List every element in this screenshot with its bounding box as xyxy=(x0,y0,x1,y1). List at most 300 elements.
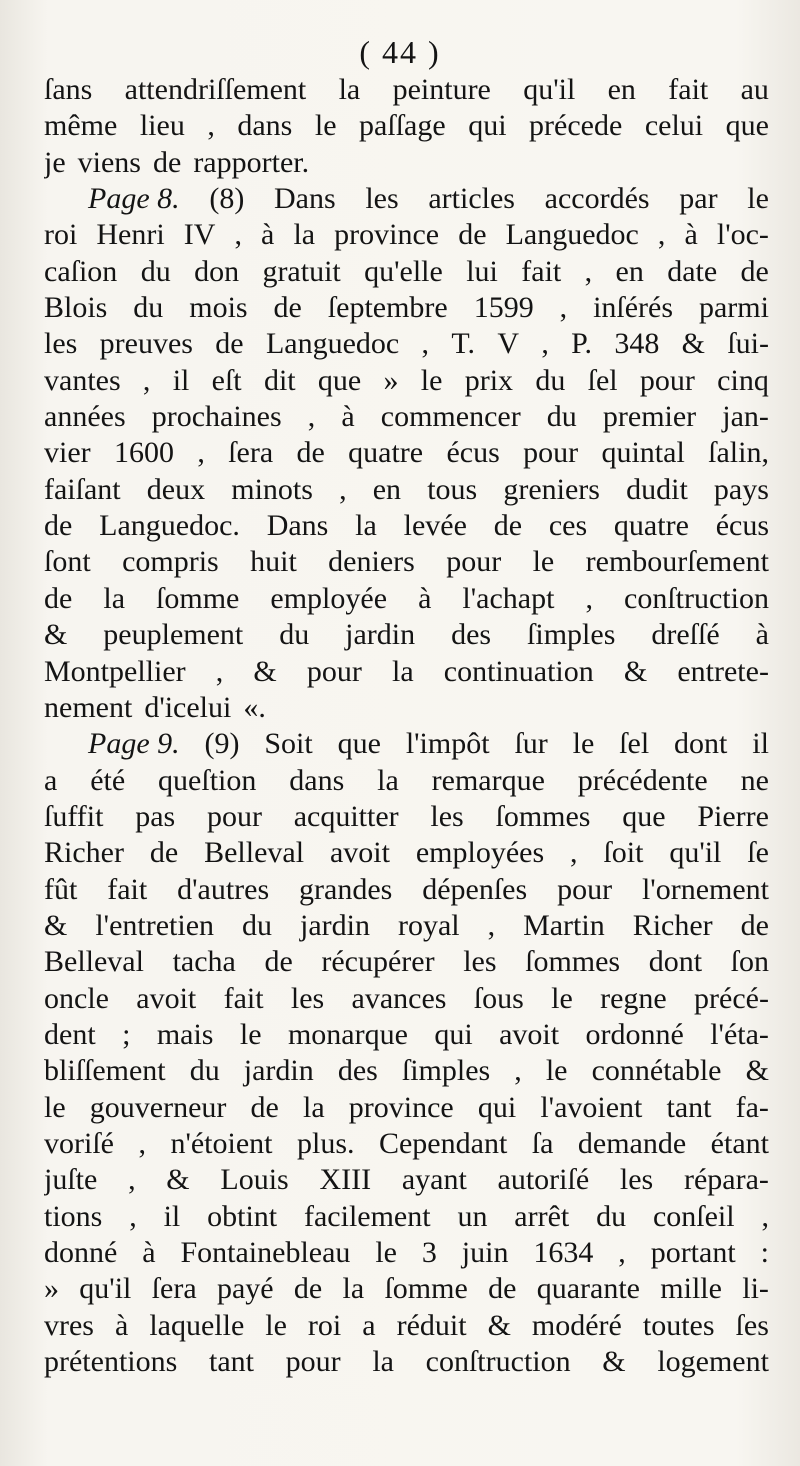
word: celui xyxy=(644,109,704,143)
word: «. xyxy=(243,690,266,724)
word: réduit xyxy=(396,1308,467,1342)
word: & xyxy=(487,1308,511,1342)
word: XIII xyxy=(319,1163,372,1197)
word: conſtruction xyxy=(425,1345,571,1379)
word: qui xyxy=(477,1090,517,1124)
text-line xyxy=(44,108,769,144)
word: de xyxy=(152,145,182,179)
word: conſeil xyxy=(652,1199,735,1233)
word: de xyxy=(149,836,179,870)
word: l'avoient xyxy=(540,1090,643,1124)
word: ſes xyxy=(735,1308,769,1342)
word: vantes xyxy=(44,363,121,397)
text-line xyxy=(44,1017,769,1053)
word: & xyxy=(623,654,648,688)
word: la xyxy=(293,218,316,252)
text-line xyxy=(44,617,769,653)
word: 348 xyxy=(614,327,660,361)
text-line xyxy=(44,1162,769,1198)
word: compris xyxy=(122,545,219,579)
word: au xyxy=(740,73,769,106)
word: articles xyxy=(428,182,515,216)
word: à xyxy=(142,1236,156,1269)
word: acquitter xyxy=(293,799,399,833)
word: connétable xyxy=(591,1054,722,1088)
word: pas xyxy=(135,799,176,833)
word: pour xyxy=(446,545,502,579)
word: & xyxy=(166,1163,190,1197)
word: tant xyxy=(666,1090,712,1124)
word: portant xyxy=(650,1236,736,1269)
word: du xyxy=(189,1054,220,1088)
word: voriſé xyxy=(44,1126,114,1160)
word: ne xyxy=(740,763,769,797)
word: ayant xyxy=(401,1163,467,1197)
text-line xyxy=(44,1090,769,1126)
word: roi xyxy=(307,1308,342,1342)
word: le xyxy=(420,363,443,397)
word: étant xyxy=(710,1126,769,1160)
word: & xyxy=(745,1054,769,1088)
word: paſſage xyxy=(359,109,446,143)
word: les xyxy=(365,182,399,216)
word: récupérer xyxy=(321,945,435,979)
word: faiſant xyxy=(44,472,121,506)
word: Belleval xyxy=(204,836,305,870)
word: d'autres xyxy=(177,872,270,906)
word: écus xyxy=(446,436,500,470)
word: dont xyxy=(674,727,728,761)
text-line xyxy=(44,1126,769,1162)
word: avoit xyxy=(329,836,390,870)
word: obtint xyxy=(207,1199,278,1233)
word: Montpellier xyxy=(44,654,186,688)
word: Belleval xyxy=(44,945,144,979)
word: le xyxy=(747,182,769,216)
word: monarque xyxy=(287,1017,408,1051)
word: Cependant xyxy=(378,1126,508,1160)
word: peuplement xyxy=(103,618,244,652)
word: & xyxy=(44,618,68,652)
word: de xyxy=(488,1272,517,1306)
word: l'impôt xyxy=(405,727,490,761)
word: avoit xyxy=(136,981,197,1015)
word: avoit xyxy=(499,1017,560,1051)
word: répara- xyxy=(683,1163,769,1197)
word: de xyxy=(493,509,523,543)
word: ſui- xyxy=(727,327,769,361)
word: la xyxy=(302,1090,325,1124)
word: précede xyxy=(529,109,623,143)
word: ſon xyxy=(730,945,769,979)
word: autoriſé xyxy=(497,1163,590,1197)
word: accordés xyxy=(544,182,650,216)
word: de xyxy=(740,908,769,942)
word: Blois xyxy=(44,291,108,325)
word: quatre xyxy=(348,436,424,470)
word: il xyxy=(172,363,190,397)
text-line xyxy=(44,654,769,690)
text-line xyxy=(44,1199,769,1235)
word: logement xyxy=(657,1345,769,1379)
text-line xyxy=(44,72,769,108)
word: de xyxy=(44,509,73,543)
word: dans xyxy=(289,763,345,797)
word: commencer xyxy=(380,400,521,434)
word: dit xyxy=(263,363,296,397)
word: de xyxy=(264,945,293,979)
word: pour xyxy=(206,799,262,833)
word: ſera xyxy=(228,436,274,470)
word: ſuffit xyxy=(44,799,104,833)
word: , xyxy=(207,109,215,143)
word: ſimples xyxy=(401,1054,491,1088)
word: du xyxy=(596,1199,627,1233)
text-line xyxy=(44,835,769,871)
word: de xyxy=(740,254,769,288)
word: li- xyxy=(742,1272,769,1306)
word: de xyxy=(458,218,487,252)
word: que xyxy=(317,363,362,397)
word: rapporter. xyxy=(193,145,310,179)
word: les xyxy=(619,1163,654,1197)
word: Martin xyxy=(523,908,605,942)
word: du xyxy=(140,254,171,288)
word: , xyxy=(584,254,593,288)
word: de xyxy=(273,291,302,325)
word: grandes xyxy=(299,872,393,906)
word: arrêt xyxy=(514,1199,570,1233)
word: que xyxy=(622,799,666,833)
text-line xyxy=(44,1271,769,1307)
text-line xyxy=(44,1344,769,1380)
word: qui xyxy=(468,109,507,143)
word: qu'elle xyxy=(364,254,443,288)
page-number: ( 44 ) xyxy=(359,34,441,70)
word: tacha xyxy=(172,945,236,979)
word: Dans xyxy=(266,509,329,543)
word: , xyxy=(559,291,568,325)
word: du xyxy=(535,363,566,397)
word: fa- xyxy=(735,1090,769,1124)
word: avances xyxy=(351,981,447,1015)
word: deniers xyxy=(328,545,415,579)
word: quintal xyxy=(601,436,685,470)
word: don xyxy=(194,254,240,288)
text-line xyxy=(44,399,769,435)
word: regne xyxy=(600,981,667,1015)
word: continuation xyxy=(443,654,594,688)
word: remarque xyxy=(431,763,545,797)
word: ſel xyxy=(619,727,650,761)
word: je xyxy=(44,145,66,179)
word: la xyxy=(103,581,126,615)
word: 1634 xyxy=(533,1236,594,1269)
word: jardin xyxy=(299,908,370,942)
word: ces xyxy=(548,509,588,543)
word: , xyxy=(128,1163,136,1197)
word: pour xyxy=(523,436,579,470)
word: Fontainebleau xyxy=(180,1236,351,1269)
word: ordonné xyxy=(585,1017,684,1051)
word: IV xyxy=(183,218,216,252)
word: plus. xyxy=(296,1126,355,1160)
word: , xyxy=(138,1126,146,1160)
word: l'éta- xyxy=(710,1017,769,1051)
word: jardin xyxy=(243,1054,314,1088)
word: le xyxy=(265,1308,287,1342)
word: queſtion xyxy=(158,763,257,797)
word: V xyxy=(497,327,519,361)
word: tous xyxy=(427,472,478,506)
word: Richer xyxy=(44,836,124,870)
word: & xyxy=(602,1345,626,1379)
word: gouverneur xyxy=(89,1090,227,1124)
word: » xyxy=(44,1272,59,1306)
word: 1600 xyxy=(113,436,174,470)
word: , xyxy=(339,472,347,506)
word: Languedoc xyxy=(505,218,639,252)
word: dudit xyxy=(626,472,688,506)
word: & xyxy=(681,327,705,361)
word: oncle xyxy=(44,981,109,1015)
word: & xyxy=(44,908,68,942)
word: : xyxy=(760,1236,769,1269)
word: , xyxy=(215,654,224,688)
word: , xyxy=(514,1054,522,1088)
word: P. xyxy=(571,327,592,361)
word: huit xyxy=(250,545,297,579)
note-page-reference: Page 8. xyxy=(88,182,180,216)
word: pour xyxy=(306,654,362,688)
word: caſion xyxy=(44,254,118,288)
text-line xyxy=(44,1053,769,1089)
word: attendriſſement xyxy=(124,73,307,106)
word: en xyxy=(607,73,636,106)
word: ſe xyxy=(747,836,769,870)
word: les xyxy=(290,981,325,1015)
word: mais xyxy=(156,1017,214,1051)
word: le xyxy=(572,727,595,761)
word: à xyxy=(261,218,275,252)
word: en xyxy=(372,472,402,506)
word: ſera xyxy=(151,1272,197,1306)
text-line xyxy=(44,290,769,326)
word: ſont xyxy=(44,545,91,579)
word: date xyxy=(667,254,718,288)
word: , xyxy=(142,363,151,397)
word: gratuit xyxy=(262,254,341,288)
word: fût xyxy=(44,872,78,906)
word: Henri xyxy=(96,218,165,252)
word: , xyxy=(618,1236,626,1269)
word: l'entretien xyxy=(95,908,215,942)
word: T. xyxy=(451,327,475,361)
word: quarante xyxy=(536,1272,640,1306)
word: mois xyxy=(189,291,248,325)
word: ſel xyxy=(587,363,618,397)
word: pour xyxy=(639,363,695,397)
text-line xyxy=(44,145,769,181)
word: de xyxy=(215,327,244,361)
word: a xyxy=(44,763,58,797)
word: à xyxy=(341,400,355,434)
word: lui xyxy=(466,254,498,288)
word: la xyxy=(377,763,399,797)
word: mille xyxy=(660,1272,722,1306)
word: le xyxy=(375,1236,397,1269)
word: Dans xyxy=(274,182,336,216)
text-line xyxy=(44,944,769,980)
text-line xyxy=(44,981,769,1017)
word: le xyxy=(551,981,573,1015)
word: à xyxy=(755,618,769,652)
word: l'oc- xyxy=(716,218,769,252)
word: , xyxy=(307,400,316,434)
word: province xyxy=(348,1090,454,1124)
word: qu'il xyxy=(523,73,576,106)
word: inſérés xyxy=(593,291,674,325)
word: province xyxy=(334,218,440,252)
word: jan- xyxy=(722,400,769,434)
word: dans xyxy=(237,109,293,143)
word: dreſſé xyxy=(651,618,720,652)
word: bliſſement xyxy=(44,1054,166,1088)
word: , xyxy=(541,327,549,361)
word: Pierre xyxy=(697,799,769,833)
word: deux xyxy=(146,472,206,506)
word: à xyxy=(418,581,432,615)
text-line xyxy=(44,872,769,908)
word: viens xyxy=(77,145,141,179)
word: nement xyxy=(44,690,133,724)
word: dent xyxy=(44,1017,96,1051)
word: eſt xyxy=(211,363,242,397)
word: fait xyxy=(107,872,148,906)
word: entrete- xyxy=(677,654,769,688)
word: du xyxy=(546,400,577,434)
text-line xyxy=(44,581,769,617)
word: tions xyxy=(44,1199,103,1233)
word: rembourſement xyxy=(585,545,769,579)
word: de xyxy=(44,581,73,615)
word: , xyxy=(487,908,496,942)
word: greniers xyxy=(503,472,600,506)
word: même xyxy=(44,109,118,143)
word: l'achapt xyxy=(462,581,555,615)
word: écus xyxy=(715,509,769,543)
word: dont xyxy=(648,945,703,979)
word: quatre xyxy=(613,509,689,543)
word: n'étoient xyxy=(170,1126,273,1160)
text-line xyxy=(44,326,769,362)
word: 1599 xyxy=(473,291,534,325)
word: des xyxy=(337,1054,378,1088)
word: de xyxy=(296,436,325,470)
word: parmi xyxy=(698,291,769,325)
word: (8) xyxy=(209,182,245,216)
word: preuves xyxy=(99,327,193,361)
text-line xyxy=(44,908,769,944)
word: ſa xyxy=(531,1126,554,1160)
word: fait xyxy=(223,981,264,1015)
text-line xyxy=(44,472,769,508)
word: la xyxy=(338,73,361,106)
word: Languedoc xyxy=(265,327,400,361)
word: du xyxy=(279,618,310,652)
word: pays xyxy=(713,472,769,506)
word: fait xyxy=(521,254,562,288)
word: juſte xyxy=(44,1163,98,1197)
word: été xyxy=(90,763,126,797)
word: l'ornement xyxy=(641,872,769,906)
word: Soit xyxy=(264,727,313,761)
word: fait xyxy=(668,73,709,106)
word: ſommes xyxy=(525,945,621,979)
word: , xyxy=(421,327,430,361)
word: Languedoc. xyxy=(99,509,240,543)
text-line xyxy=(44,254,769,290)
word: , xyxy=(657,218,666,252)
word: roi xyxy=(44,218,78,252)
word: des xyxy=(451,618,492,652)
word: il xyxy=(752,727,769,761)
word: précé- xyxy=(694,981,769,1015)
word: 3 xyxy=(421,1236,437,1269)
word: la xyxy=(342,1272,365,1306)
word: ſalin, xyxy=(708,436,769,470)
word: payé xyxy=(216,1272,274,1306)
word: la xyxy=(391,654,414,688)
word: prétentions xyxy=(44,1345,178,1379)
word: ſous xyxy=(473,981,524,1015)
word: prix xyxy=(464,363,514,397)
text-line xyxy=(44,181,769,217)
word: prochaines xyxy=(151,400,282,434)
word: pour xyxy=(285,1345,341,1379)
text-line xyxy=(44,217,769,253)
word: ; xyxy=(122,1017,131,1051)
word: par xyxy=(679,182,718,216)
word: , xyxy=(585,581,593,615)
word: , xyxy=(761,1199,769,1233)
word: le xyxy=(44,1090,66,1124)
word: levée xyxy=(403,509,467,543)
word: juin xyxy=(461,1236,509,1269)
word: vres xyxy=(44,1308,94,1342)
word: ſommes xyxy=(495,799,591,833)
word: qui xyxy=(434,1017,473,1051)
word: , xyxy=(129,1199,137,1233)
word: jardin xyxy=(345,618,416,652)
word: les xyxy=(44,327,78,361)
word: à xyxy=(684,218,698,252)
word: le xyxy=(239,1017,262,1051)
text-line xyxy=(44,544,769,580)
word: demande xyxy=(577,1126,687,1160)
word: un xyxy=(457,1199,488,1233)
text-line xyxy=(44,435,769,471)
word: à xyxy=(114,1308,129,1342)
word: d'icelui xyxy=(144,690,232,724)
word: qu'il xyxy=(669,836,722,870)
word: ſomme xyxy=(384,1272,468,1306)
text-line xyxy=(44,763,769,799)
word: laquelle xyxy=(149,1308,245,1342)
word: conſtruction xyxy=(624,581,769,615)
word: dépenſes xyxy=(422,872,528,906)
word: , xyxy=(234,218,242,252)
